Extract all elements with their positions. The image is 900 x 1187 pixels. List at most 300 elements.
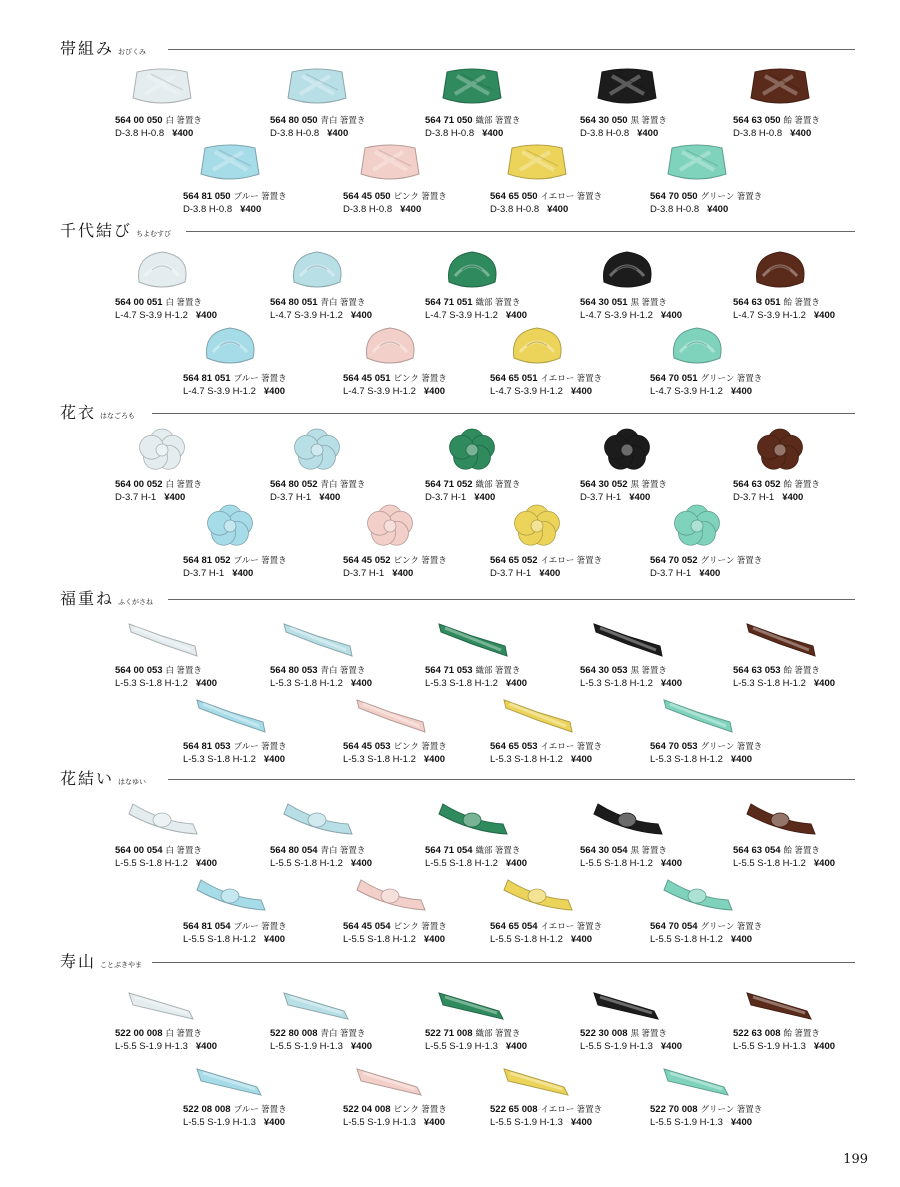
product-code: 564 45 051: [343, 373, 391, 384]
product-name: イエロー 箸置き: [540, 741, 603, 751]
product-dimensions: D-3.8 H-0.8: [490, 204, 540, 215]
product-code: 564 45 050: [343, 191, 391, 202]
page-number: 199: [843, 1152, 868, 1167]
product-caption: [270, 478, 365, 504]
product-dimensions: L-4.7 S-3.9 H-1.2: [343, 386, 416, 397]
product-dimensions: L-5.5 S-1.9 H-1.3: [580, 1041, 653, 1052]
product-dimensions: L-4.7 S-3.9 H-1.2: [490, 386, 563, 397]
product-code: 564 00 053: [115, 665, 163, 676]
product-code: 564 81 051: [183, 373, 231, 384]
product-image: [658, 322, 736, 375]
product-image: [123, 246, 201, 299]
product-caption: [270, 296, 372, 322]
section-title: [60, 770, 146, 791]
product-image: [498, 690, 576, 743]
product-caption: [343, 554, 447, 580]
product-dimensions: D-3.8 H-0.8: [650, 204, 700, 215]
product-name: 黒 箸置き: [630, 479, 667, 489]
product-name: ブルー 箸置き: [233, 921, 287, 931]
product-code: 564 80 053: [270, 665, 318, 676]
product-code: 564 70 050: [650, 191, 698, 202]
product-code: 564 63 052: [733, 479, 781, 490]
product-dimensions: L-5.5 S-1.8 H-1.2: [490, 934, 563, 945]
product-price: ¥400: [195, 1041, 218, 1052]
product-image: [351, 690, 429, 743]
product-price: ¥400: [637, 128, 659, 139]
product-caption: [343, 740, 447, 766]
product-image: [658, 1053, 736, 1106]
product-code: 564 70 054: [650, 921, 698, 932]
product-image: [433, 977, 511, 1030]
product-name: 白 箸置き: [165, 115, 202, 125]
product-dimensions: D-3.8 H-0.8: [343, 204, 393, 215]
product-price: ¥400: [660, 1041, 683, 1052]
product-price: ¥400: [232, 568, 254, 579]
product-code: 564 63 054: [733, 845, 781, 856]
product-dimensions: L-5.5 S-1.8 H-1.2: [650, 934, 723, 945]
product-price: ¥400: [263, 386, 286, 397]
product-code: 564 00 050: [115, 115, 163, 126]
product-name: 黒 箸置き: [630, 845, 667, 855]
product-price: ¥400: [172, 128, 194, 139]
product-image: [741, 246, 819, 299]
product-name: 飴 箸置き: [783, 115, 820, 125]
product-dimensions: L-5.5 S-1.8 H-1.2: [343, 934, 416, 945]
product-code: 564 30 053: [580, 665, 628, 676]
product-caption: [650, 740, 762, 766]
product-code: 564 71 054: [425, 845, 473, 856]
product-caption: [650, 190, 762, 216]
product-price: ¥400: [505, 310, 528, 321]
product-caption: [183, 740, 287, 766]
product-price: ¥400: [400, 204, 422, 215]
product-image: [658, 870, 736, 923]
product-caption: [115, 296, 217, 322]
product-name: ブルー 箸置き: [233, 191, 287, 201]
product-price: ¥400: [813, 310, 836, 321]
section-rule: [152, 413, 855, 414]
product-caption: [580, 1027, 682, 1053]
product-image: [191, 1053, 269, 1106]
product-name: 青白 箸置き: [320, 479, 366, 489]
product-price: ¥400: [505, 858, 528, 869]
product-caption: [425, 1027, 527, 1053]
product-image: [658, 504, 736, 557]
section-heading: [60, 770, 855, 790]
section-reading: はなゆい: [118, 778, 147, 786]
product-image: [741, 428, 819, 481]
product-image: [498, 140, 576, 193]
section-reading: はなごろも: [100, 412, 136, 420]
product-price: ¥400: [263, 934, 286, 945]
product-dimensions: D-3.7 H-1: [425, 492, 467, 503]
product-dimensions: D-3.8 H-0.8: [270, 128, 320, 139]
product-name: 白 箸置き: [165, 479, 202, 489]
product-caption: [115, 114, 202, 140]
product-image: [588, 794, 666, 847]
product-image: [123, 428, 201, 481]
product-dimensions: D-3.8 H-0.8: [183, 204, 233, 215]
product-price: ¥400: [423, 754, 446, 765]
product-caption: [425, 296, 527, 322]
product-price: ¥400: [474, 492, 496, 503]
product-image: [278, 428, 356, 481]
product-price: ¥400: [319, 492, 341, 503]
section-title: [60, 953, 142, 974]
product-dimensions: L-5.3 S-1.8 H-1.2: [580, 678, 653, 689]
product-name: 黒 箸置き: [630, 1028, 667, 1038]
product-dimensions: L-5.5 S-1.8 H-1.2: [115, 858, 188, 869]
product-code: 522 63 008: [733, 1028, 781, 1039]
product-name: 織部 箸置き: [475, 115, 521, 125]
product-price: ¥400: [730, 934, 753, 945]
product-dimensions: L-5.5 S-1.8 H-1.2: [425, 858, 498, 869]
product-name: グリーン 箸置き: [700, 741, 763, 751]
product-dimensions: D-3.7 H-1: [115, 492, 157, 503]
product-name: 飴 箸置き: [783, 1028, 820, 1038]
product-code: 564 81 054: [183, 921, 231, 932]
product-dimensions: L-5.5 S-1.8 H-1.2: [270, 858, 343, 869]
product-dimensions: D-3.8 H-0.8: [733, 128, 783, 139]
product-caption: [183, 554, 287, 580]
product-caption: [650, 1103, 762, 1129]
product-image: [191, 870, 269, 923]
product-price: ¥400: [350, 858, 373, 869]
product-image: [498, 504, 576, 557]
product-code: 522 65 008: [490, 1104, 538, 1115]
product-price: ¥400: [240, 204, 262, 215]
section-rule: [186, 231, 855, 232]
product-name: 白 箸置き: [165, 665, 202, 675]
product-code: 522 08 008: [183, 1104, 231, 1115]
product-caption: [343, 372, 447, 398]
product-code: 564 80 054: [270, 845, 318, 856]
product-caption: [580, 844, 682, 870]
product-image: [433, 614, 511, 667]
product-dimensions: D-3.7 H-1: [183, 568, 225, 579]
product-price: ¥400: [195, 858, 218, 869]
product-caption: [733, 664, 835, 690]
product-code: 564 81 053: [183, 741, 231, 752]
product-name: ピンク 箸置き: [393, 191, 447, 201]
product-caption: [183, 372, 287, 398]
product-name: ブルー 箸置き: [233, 555, 287, 565]
product-image: [433, 64, 511, 117]
product-image: [123, 614, 201, 667]
product-price: ¥400: [570, 1117, 593, 1128]
product-dimensions: L-5.5 S-1.8 H-1.2: [733, 858, 806, 869]
product-code: 564 63 051: [733, 297, 781, 308]
product-dimensions: D-3.7 H-1: [733, 492, 775, 503]
product-image: [741, 64, 819, 117]
section-reading: ことぶきやま: [100, 961, 143, 969]
section-title: [60, 40, 146, 61]
product-dimensions: L-5.3 S-1.8 H-1.2: [270, 678, 343, 689]
product-name: イエロー 箸置き: [540, 1104, 603, 1114]
product-price: ¥400: [660, 858, 683, 869]
product-price: ¥400: [570, 754, 593, 765]
product-image: [658, 690, 736, 743]
product-caption: [183, 1103, 287, 1129]
product-name: 白 箸置き: [165, 1028, 202, 1038]
product-name: 織部 箸置き: [475, 1028, 521, 1038]
product-image: [351, 140, 429, 193]
section-heading: [60, 40, 855, 60]
section-title-text: 花衣: [60, 403, 97, 422]
product-code: 564 70 053: [650, 741, 698, 752]
section-title-text: 帯組み: [60, 39, 115, 58]
product-dimensions: L-4.7 S-3.9 H-1.2: [270, 310, 343, 321]
product-image: [351, 1053, 429, 1106]
product-code: 564 00 051: [115, 297, 163, 308]
section-title: [60, 222, 171, 243]
product-caption: [270, 664, 372, 690]
product-name: 黒 箸置き: [630, 665, 667, 675]
product-caption: [115, 478, 202, 504]
product-caption: [115, 1027, 217, 1053]
section-heading: [60, 222, 855, 242]
product-code: 564 71 050: [425, 115, 473, 126]
product-code: 564 45 052: [343, 555, 391, 566]
product-name: 青白 箸置き: [320, 1028, 366, 1038]
product-dimensions: L-5.5 S-1.9 H-1.3: [490, 1117, 563, 1128]
product-dimensions: L-4.7 S-3.9 H-1.2: [650, 386, 723, 397]
product-caption: [183, 920, 287, 946]
product-dimensions: L-4.7 S-3.9 H-1.2: [183, 386, 256, 397]
product-caption: [343, 1103, 447, 1129]
product-code: 564 30 054: [580, 845, 628, 856]
product-price: ¥400: [813, 678, 836, 689]
section-heading: [60, 953, 855, 973]
product-dimensions: L-5.3 S-1.8 H-1.2: [733, 678, 806, 689]
product-price: ¥400: [570, 386, 593, 397]
product-code: 564 80 052: [270, 479, 318, 490]
section-heading: [60, 590, 855, 610]
product-name: イエロー 箸置き: [540, 921, 603, 931]
section-title: [60, 590, 153, 611]
product-caption: [425, 478, 520, 504]
product-code: 564 65 052: [490, 555, 538, 566]
product-caption: [650, 554, 762, 580]
product-dimensions: L-5.5 S-1.9 H-1.3: [650, 1117, 723, 1128]
product-price: ¥400: [730, 1117, 753, 1128]
product-dimensions: L-4.7 S-3.9 H-1.2: [733, 310, 806, 321]
product-caption: [343, 190, 447, 216]
product-price: ¥400: [660, 310, 683, 321]
product-code: 564 71 051: [425, 297, 473, 308]
product-image: [588, 428, 666, 481]
product-name: ピンク 箸置き: [393, 555, 447, 565]
product-price: ¥400: [629, 492, 651, 503]
product-image: [433, 246, 511, 299]
product-name: グリーン 箸置き: [700, 921, 763, 931]
product-image: [191, 504, 269, 557]
product-caption: [270, 844, 372, 870]
product-code: 564 00 052: [115, 479, 163, 490]
product-image: [123, 64, 201, 117]
product-caption: [490, 1103, 602, 1129]
product-image: [278, 246, 356, 299]
product-image: [588, 977, 666, 1030]
product-image: [351, 322, 429, 375]
product-caption: [270, 114, 365, 140]
section-reading: ちよむすび: [136, 230, 172, 238]
product-code: 564 65 053: [490, 741, 538, 752]
product-dimensions: D-3.7 H-1: [490, 568, 532, 579]
product-price: ¥400: [482, 128, 504, 139]
product-caption: [343, 920, 447, 946]
product-code: 564 45 053: [343, 741, 391, 752]
product-caption: [183, 190, 287, 216]
product-caption: [425, 664, 527, 690]
product-name: 飴 箸置き: [783, 297, 820, 307]
section-rule: [152, 962, 855, 963]
product-code: 564 65 054: [490, 921, 538, 932]
product-caption: [425, 844, 527, 870]
product-image: [433, 794, 511, 847]
product-image: [278, 977, 356, 1030]
section-rule: [168, 779, 855, 780]
product-price: ¥400: [350, 310, 373, 321]
product-image: [351, 504, 429, 557]
product-image: [658, 140, 736, 193]
product-dimensions: L-5.5 S-1.9 H-1.3: [343, 1117, 416, 1128]
product-caption: [580, 664, 682, 690]
product-caption: [733, 844, 835, 870]
product-caption: [490, 190, 602, 216]
product-caption: [580, 478, 667, 504]
product-image: [498, 870, 576, 923]
product-dimensions: L-4.7 S-3.9 H-1.2: [580, 310, 653, 321]
product-image: [588, 64, 666, 117]
section-title-text: 千代結び: [60, 221, 133, 240]
product-price: ¥400: [392, 568, 414, 579]
product-caption: [490, 372, 602, 398]
product-image: [278, 794, 356, 847]
product-code: 564 65 050: [490, 191, 538, 202]
product-caption: [580, 114, 667, 140]
product-dimensions: D-3.8 H-0.8: [115, 128, 165, 139]
product-dimensions: L-5.3 S-1.8 H-1.2: [343, 754, 416, 765]
product-price: ¥400: [660, 678, 683, 689]
product-code: 564 30 052: [580, 479, 628, 490]
product-dimensions: L-5.5 S-1.9 H-1.3: [270, 1041, 343, 1052]
product-image: [433, 428, 511, 481]
product-code: 564 81 052: [183, 555, 231, 566]
product-price: ¥400: [782, 492, 804, 503]
product-price: ¥400: [813, 1041, 836, 1052]
product-code: 522 30 008: [580, 1028, 628, 1039]
product-price: ¥400: [699, 568, 721, 579]
product-image: [123, 977, 201, 1030]
product-caption: [650, 920, 762, 946]
product-code: 564 71 052: [425, 479, 473, 490]
product-code: 522 71 008: [425, 1028, 473, 1039]
product-dimensions: D-3.8 H-0.8: [580, 128, 630, 139]
section-rule: [168, 49, 855, 50]
product-name: 青白 箸置き: [320, 297, 366, 307]
product-dimensions: L-5.3 S-1.8 H-1.2: [183, 754, 256, 765]
product-price: ¥400: [195, 310, 218, 321]
product-price: ¥400: [423, 1117, 446, 1128]
product-code: 564 81 050: [183, 191, 231, 202]
product-price: ¥400: [790, 128, 812, 139]
product-dimensions: L-5.5 S-1.9 H-1.3: [183, 1117, 256, 1128]
product-name: グリーン 箸置き: [700, 373, 763, 383]
product-code: 564 80 051: [270, 297, 318, 308]
product-price: ¥400: [350, 678, 373, 689]
product-price: ¥400: [547, 204, 569, 215]
product-name: ブルー 箸置き: [233, 741, 287, 751]
product-name: ピンク 箸置き: [393, 1104, 447, 1114]
section-heading: [60, 404, 855, 424]
section-title-text: 花結い: [60, 769, 115, 788]
section-reading: ふくがさね: [118, 598, 154, 606]
product-price: ¥400: [539, 568, 561, 579]
product-name: ブルー 箸置き: [233, 373, 287, 383]
product-image: [191, 140, 269, 193]
product-dimensions: L-5.5 S-1.9 H-1.3: [115, 1041, 188, 1052]
product-caption: [425, 114, 520, 140]
product-name: イエロー 箸置き: [540, 191, 603, 201]
product-name: 織部 箸置き: [475, 479, 521, 489]
product-dimensions: L-5.5 S-1.9 H-1.3: [733, 1041, 806, 1052]
product-image: [588, 614, 666, 667]
product-image: [191, 690, 269, 743]
product-price: ¥400: [813, 858, 836, 869]
product-name: 青白 箸置き: [320, 845, 366, 855]
product-name: ブルー 箸置き: [233, 1104, 287, 1114]
product-name: 飴 箸置き: [783, 845, 820, 855]
product-name: イエロー 箸置き: [540, 373, 603, 383]
product-price: ¥400: [263, 754, 286, 765]
product-name: 飴 箸置き: [783, 479, 820, 489]
product-dimensions: L-4.7 S-3.9 H-1.2: [115, 310, 188, 321]
product-code: 564 30 050: [580, 115, 628, 126]
product-dimensions: D-3.7 H-1: [650, 568, 692, 579]
product-code: 522 80 008: [270, 1028, 318, 1039]
product-image: [498, 322, 576, 375]
section-rule: [168, 599, 855, 600]
product-code: 564 63 050: [733, 115, 781, 126]
product-dimensions: D-3.7 H-1: [343, 568, 385, 579]
product-name: 黒 箸置き: [630, 297, 667, 307]
section-reading: おびくみ: [118, 48, 147, 56]
product-caption: [733, 1027, 835, 1053]
product-price: ¥400: [707, 204, 729, 215]
product-dimensions: D-3.7 H-1: [580, 492, 622, 503]
product-price: ¥400: [263, 1117, 286, 1128]
product-image: [191, 322, 269, 375]
section-title: [60, 404, 135, 425]
product-dimensions: D-3.8 H-0.8: [425, 128, 475, 139]
product-caption: [115, 664, 217, 690]
product-image: [741, 614, 819, 667]
product-dimensions: L-5.5 S-1.8 H-1.2: [183, 934, 256, 945]
product-image: [278, 64, 356, 117]
product-price: ¥400: [570, 934, 593, 945]
product-image: [588, 246, 666, 299]
product-price: ¥400: [505, 678, 528, 689]
product-price: ¥400: [195, 678, 218, 689]
product-price: ¥400: [423, 386, 446, 397]
product-code: 564 30 051: [580, 297, 628, 308]
product-name: 織部 箸置き: [475, 665, 521, 675]
product-image: [123, 794, 201, 847]
product-name: 白 箸置き: [165, 297, 202, 307]
product-caption: [490, 554, 602, 580]
product-name: グリーン 箸置き: [700, 555, 763, 565]
